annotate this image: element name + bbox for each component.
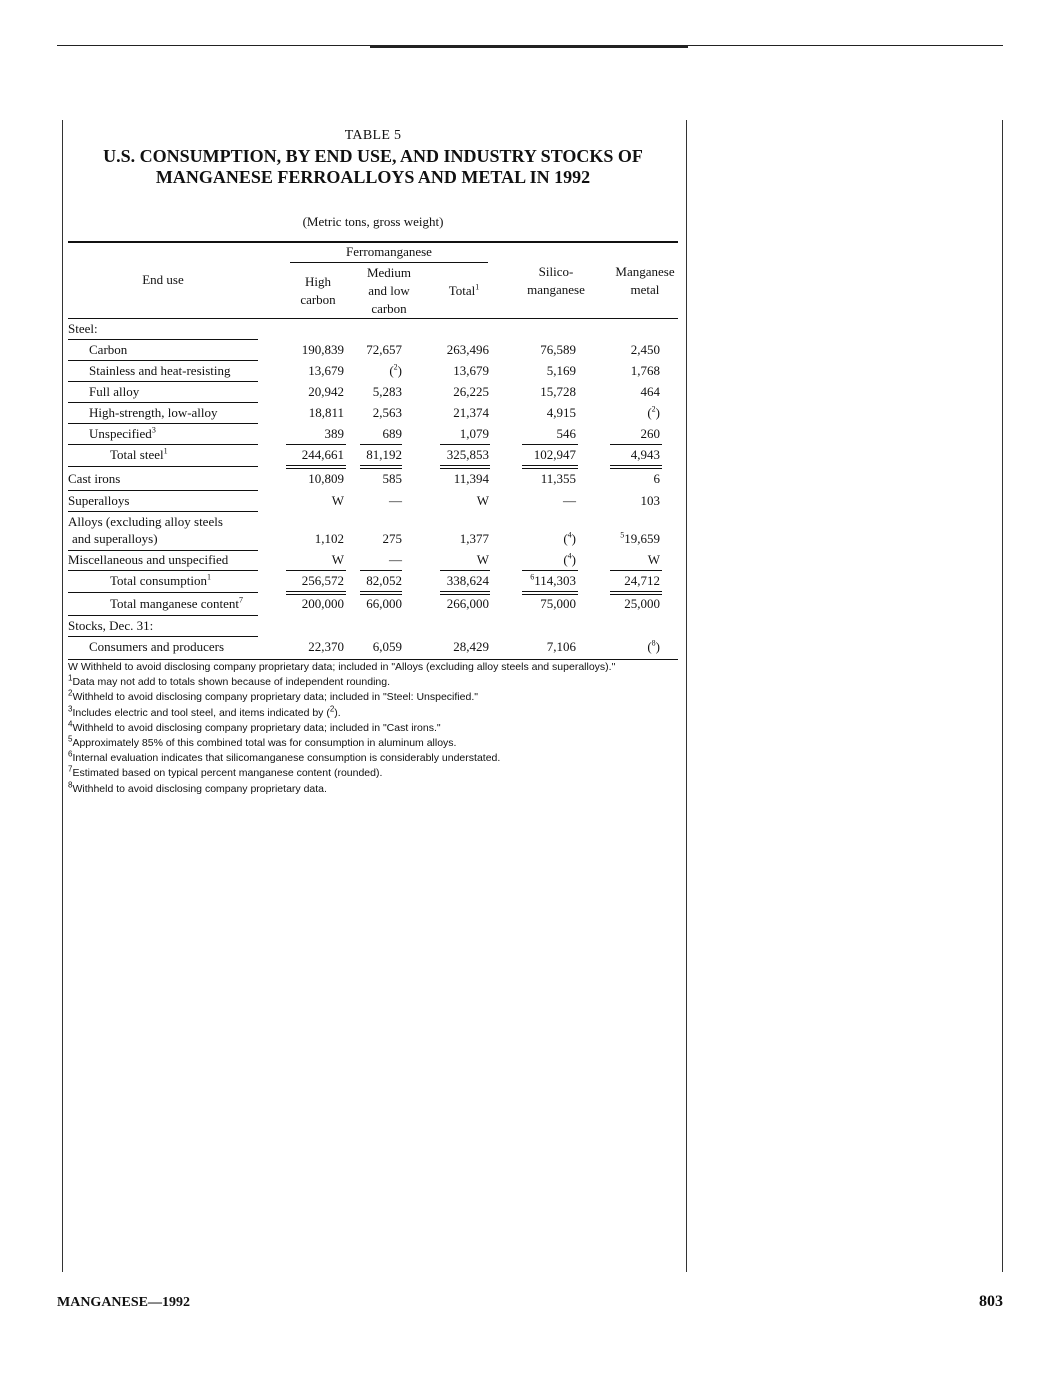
cell-silicomanganese: 102,947	[533, 447, 576, 462]
cell-high-carbon: 1,102	[314, 531, 344, 546]
paren-close: )	[571, 531, 576, 546]
cell-medium-carbon: 82,052	[366, 573, 402, 588]
cell-total: 28,429	[453, 639, 489, 654]
table-row	[68, 512, 678, 550]
cell-manganese-metal	[647, 639, 660, 655]
cell-total: 1,377	[459, 531, 489, 546]
footnote-ref: 7	[239, 595, 244, 605]
header-medium-line1: Medium	[366, 265, 412, 280]
table-row	[68, 637, 678, 658]
header-ferromanganese: Ferromanganese	[346, 244, 432, 259]
footnote-2	[68, 690, 708, 705]
footnotes	[68, 660, 708, 797]
cell-medium-carbon	[389, 363, 402, 379]
cell-total: 13,679	[453, 363, 489, 378]
footnote-text: Estimated based on typical percent manganese content (rounded).	[72, 767, 383, 780]
ferromanganese-rule	[290, 262, 488, 263]
header-silicomanganese	[516, 263, 596, 299]
row-label	[110, 573, 211, 589]
cell-value: 19,659	[624, 531, 660, 546]
footnote-ref: 2	[651, 404, 656, 414]
cell-total: W	[476, 552, 489, 567]
paren-close: )	[655, 405, 660, 420]
cell-high-carbon: W	[331, 552, 344, 567]
cell-silicomanganese: 15,728	[540, 384, 576, 399]
row-label	[110, 447, 168, 463]
cell-manganese-metal	[647, 405, 660, 421]
footnote-text: Withheld to avoid disclosing company proprietary data; included in "Cast irons."	[72, 721, 441, 734]
row-label-line1: Alloys (excluding alloy steels	[68, 514, 223, 529]
cell-manganese-metal: 25,000	[624, 596, 660, 611]
row-label-text: Unspecified	[89, 426, 152, 441]
footnote-w: W Withheld to avoid disclosing company proprietary data; included in "Alloys (excluding alloy steels and superalloys)."	[68, 661, 616, 673]
table-row	[68, 469, 678, 490]
footnote-5	[68, 736, 708, 751]
cell-total: 338,624	[446, 573, 489, 588]
footnote-ref: 8	[651, 638, 656, 648]
cell-high-carbon: 256,572	[301, 573, 344, 588]
header-total-label: Total	[448, 283, 476, 298]
row-label	[89, 426, 156, 442]
cell-total: 266,000	[446, 596, 489, 611]
row-label-text: Total manganese content	[110, 596, 240, 611]
running-footer: MANGANESE—1992	[57, 1295, 191, 1310]
cell-medium-carbon: 6,059	[372, 639, 402, 654]
cell-high-carbon: 200,000	[301, 596, 344, 611]
row-label: Stainless and heat-resisting	[89, 363, 231, 378]
header-end-use: End use	[142, 272, 184, 287]
footnote-ref: 2	[393, 362, 398, 372]
footnote-marker: 1	[68, 673, 73, 683]
cell-medium-carbon: 585	[382, 471, 402, 486]
header-medium-low-carbon	[354, 264, 424, 318]
cell-silicomanganese	[563, 531, 576, 547]
table-row	[68, 445, 678, 466]
header-silico-line2: manganese	[527, 282, 585, 297]
footnote-text: Internal evaluation indicates that silicomanganese consumption is considerably understated.	[72, 752, 501, 765]
cell-silicomanganese: 76,589	[540, 342, 576, 357]
table-row	[68, 403, 678, 424]
cell-manganese-metal: 1,768	[630, 363, 660, 378]
table-row	[68, 340, 678, 361]
column-rule-left	[62, 120, 63, 1272]
cell-manganese-metal: W	[647, 552, 660, 567]
row-label-text: Total steel	[110, 447, 164, 462]
footnote-ref: 5	[620, 530, 625, 540]
footnote-text: Data may not add to totals shown because of independent rounding.	[72, 676, 391, 689]
cell-total: 21,374	[453, 405, 489, 420]
table-titles	[68, 128, 678, 230]
table-number: TABLE 5	[344, 128, 402, 143]
paren-open: (	[647, 405, 652, 420]
header-high-line1: High	[305, 274, 331, 289]
cell-silicomanganese: —	[563, 493, 576, 508]
header-medium-line3: carbon	[371, 301, 407, 316]
cell-medium-carbon: 66,000	[366, 596, 402, 611]
cell-medium-carbon: 2,563	[372, 405, 402, 420]
cell-high-carbon: 18,811	[308, 405, 344, 420]
cell-silicomanganese	[563, 552, 576, 568]
cell-medium-carbon: 72,657	[366, 342, 402, 357]
cell-medium-carbon: 689	[382, 426, 402, 441]
footnote-marker: 2	[68, 688, 73, 698]
table-row	[68, 594, 678, 615]
header-total	[434, 282, 494, 300]
footnote-ref: 4	[567, 530, 572, 540]
header-medium-line2: and low	[368, 283, 410, 298]
table-units: (Metric tons, gross weight)	[302, 214, 444, 229]
cell-medium-carbon: 81,192	[366, 447, 402, 462]
row-label: Consumers and producers	[89, 639, 225, 654]
column-rule-right	[1002, 120, 1003, 1272]
footnote-8	[68, 782, 708, 797]
paren-open: (	[563, 531, 568, 546]
cell-silicomanganese: 546	[556, 426, 576, 441]
cell-manganese-metal	[620, 531, 660, 547]
row-label: Full alloy	[89, 384, 140, 399]
cell-total: W	[476, 493, 489, 508]
cell-manganese-metal: 6	[653, 471, 660, 486]
table-row	[68, 424, 678, 445]
cell-high-carbon: 190,839	[301, 342, 344, 357]
paren-close: )	[655, 639, 660, 654]
table-row	[68, 550, 678, 571]
paren-open: (	[563, 552, 568, 567]
footnote-4	[68, 721, 708, 736]
footnote-ref: 6	[530, 572, 535, 582]
cell-manganese-metal: 464	[640, 384, 660, 399]
footnote-7	[68, 766, 708, 781]
paren-open: (	[647, 639, 652, 654]
cell-total: 325,853	[446, 447, 489, 462]
table-row	[68, 571, 678, 592]
footnote-1	[68, 675, 708, 690]
top-rule-thick	[370, 45, 688, 48]
cell-manganese-metal: 260	[640, 426, 660, 441]
cell-silicomanganese: 5,169	[546, 363, 576, 378]
footnote-text: Withheld to avoid disclosing company proprietary data; included in "Steel: Unspecified."	[72, 691, 478, 704]
cell-manganese-metal: 24,712	[624, 573, 660, 588]
table-row	[68, 382, 678, 403]
footnote-6	[68, 751, 708, 766]
footnote-marker: 3	[68, 704, 73, 714]
footnote-marker: 8	[68, 780, 73, 790]
row-label: Superalloys	[68, 493, 130, 508]
footnote-ref: 1	[163, 446, 168, 456]
table-row	[68, 319, 678, 340]
header-high-carbon	[290, 273, 346, 309]
footnote-text: Approximately 85% of this combined total was for consumption in aluminum alloys.	[72, 737, 457, 750]
footnote-ref: 1	[206, 572, 211, 582]
cell-total: 263,496	[446, 342, 489, 357]
paren-open: (	[389, 363, 394, 378]
cell-high-carbon: 244,661	[301, 447, 344, 462]
footnote-marker: 7	[68, 764, 73, 774]
table-row	[68, 616, 678, 637]
table-title-line2: MANGANESE FERROALLOYS AND METAL IN 1992	[155, 167, 591, 187]
footnote-marker: 4	[68, 719, 73, 729]
cell-high-carbon: 13,679	[308, 363, 344, 378]
page-number: 803	[979, 1293, 1003, 1310]
cell-medium-carbon: 275	[382, 531, 402, 546]
cell-high-carbon: 20,942	[308, 384, 344, 399]
cell-medium-carbon: —	[389, 493, 402, 508]
cell-value: 114,303	[534, 573, 576, 588]
cell-medium-carbon: 5,283	[372, 384, 402, 399]
header-silico-line1: Silico-	[538, 264, 574, 279]
footnote-inner-ref: 2	[329, 704, 335, 714]
cell-high-carbon: 22,370	[308, 639, 344, 654]
footnote-marker: 5	[68, 734, 73, 744]
table-row	[68, 491, 678, 512]
paren-close: )	[397, 363, 402, 378]
footnote-ref: 3	[151, 425, 156, 435]
table-title-line1: U.S. CONSUMPTION, BY END USE, AND INDUSTRY STOCKS OF	[103, 146, 643, 166]
cell-high-carbon: 389	[324, 426, 344, 441]
cell-silicomanganese: 7,106	[546, 639, 576, 654]
footnote-3	[68, 706, 708, 721]
row-label-line2: and superalloys)	[72, 531, 158, 546]
cell-manganese-metal: 103	[640, 493, 660, 508]
cell-manganese-metal: 4,943	[630, 447, 660, 462]
header-mn-line1: Manganese	[615, 264, 675, 279]
cell-silicomanganese: 11,355	[540, 471, 576, 486]
header-high-line2: carbon	[300, 292, 336, 307]
header-manganese-metal	[603, 263, 687, 299]
cell-total: 1,079	[459, 426, 489, 441]
cell-total: 11,394	[453, 471, 489, 486]
paren-close: )	[571, 552, 576, 567]
cell-total: 26,225	[453, 384, 489, 399]
cell-high-carbon: W	[331, 493, 344, 508]
row-label: High-strength, low-alloy	[89, 405, 218, 420]
section-stocks: Stocks, Dec. 31:	[68, 618, 154, 633]
row-label-text: Total consumption	[110, 573, 207, 588]
header-mn-line2: metal	[630, 282, 660, 297]
table-row	[68, 361, 678, 382]
row-rule	[68, 466, 258, 467]
row-label: Cast irons	[68, 471, 121, 486]
footnote-text: Withheld to avoid disclosing company proprietary data.	[72, 782, 327, 795]
cell-silicomanganese	[530, 573, 576, 589]
section-steel: Steel:	[68, 321, 98, 336]
cell-silicomanganese: 75,000	[540, 596, 576, 611]
row-label	[110, 596, 243, 612]
header-total-footnote: 1	[475, 282, 480, 292]
footnote-text: Includes electric and tool steel, and items indicated by (	[72, 706, 330, 719]
cell-manganese-metal: 2,450	[630, 342, 660, 357]
row-label: Carbon	[89, 342, 128, 357]
footnote-marker: 6	[68, 749, 73, 759]
row-rule	[68, 592, 258, 593]
cell-silicomanganese: 4,915	[546, 405, 576, 420]
footnote-text-end: ).	[334, 706, 341, 719]
row-label: Miscellaneous and unspecified	[68, 552, 229, 567]
table-title	[68, 146, 678, 188]
footnote-ref: 4	[567, 551, 572, 561]
cell-medium-carbon: —	[389, 552, 402, 567]
cell-high-carbon: 10,809	[308, 471, 344, 486]
